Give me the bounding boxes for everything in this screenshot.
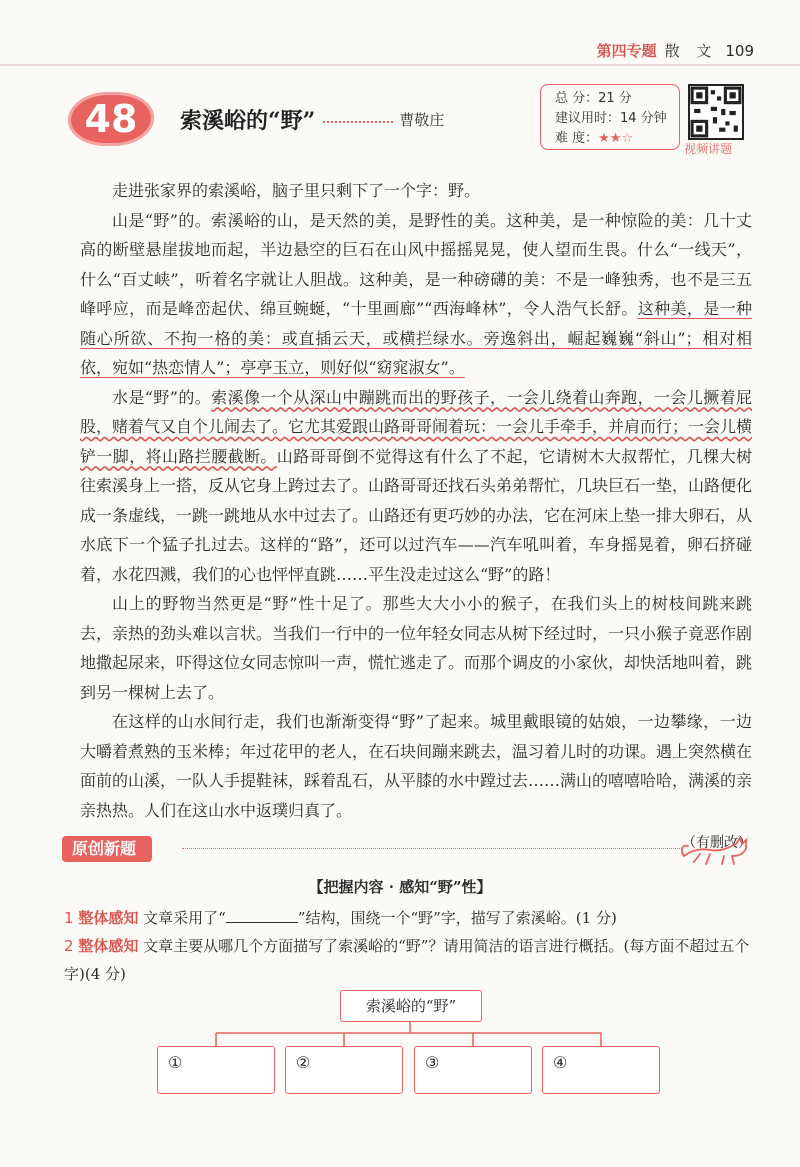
answer-blank[interactable] [226,904,298,923]
author-name: 曹敬庄 [399,111,445,129]
header-divider [0,64,800,66]
section-divider [182,848,682,849]
qr-label: 视频讲题 [684,142,733,156]
category-label: 散 文 [664,42,718,60]
paragraph-text: 山路哥哥倒不觉得这有什么了不起，它请树木大叔帮忙，几棵大树往索溪身上一搭，反从它身上跨过去了。山路哥哥还找石头弟弟帮忙，几块巨石一垫，山路便化成一条虚线，一跳一跳地从水中过去了。山路还有更巧妙的办法，它在河床上垫一排大卵石，从水底下一个猛子扎过去。这样的“路”，还可以过汽车——汽车吼叫着，车身摇晃着，卵石挤碰着，水花四溅，我们的心也怦怦直跳……平生没走过这么“野”的路！ [80,446,753,584]
question-heading: 【把握内容 · 感知“野”性】 [308,878,492,896]
answer-diagram [150,990,670,1100]
info-box [540,84,680,150]
paragraph [80,383,752,590]
page-header [597,40,754,61]
question-label: 整体感知 [78,909,139,927]
lesson-title: 索溪峪的“野” [180,108,316,134]
question-number: 1 [64,909,74,927]
section-tag: 原创新题 [62,836,152,862]
question-label: 整体感知 [78,937,139,955]
paragraph: 走进张家界的索溪峪，脑子里只剩下了一个字：野。 [112,181,481,200]
answer-box-2[interactable]: ② [285,1046,403,1094]
title-row [180,104,444,135]
article-body [80,176,752,859]
lesson-number-badge: 48 [68,92,154,146]
question-1 [64,904,754,932]
question-text: ”结构，围绕一个“野”字，描写了索溪峪。(1 分) [297,909,617,927]
question-text: 文章采用了“ [143,909,226,927]
underlined-text: 这种美，是一种随心所欲、不拘一格的美：或直插云天，或横拦绿水。旁逸斜出，崛起巍巍“斜山”；相对相依，宛如“热恋情人”；亭亭玉立，则好似“窈窕淑女”。 [80,299,752,377]
difficulty-stars: ★★☆ [598,131,634,146]
difficulty-label: 难 度： [555,131,599,146]
score-info: 总 分：21 分 [555,91,632,106]
title-dots [323,121,393,123]
wavy-underlined-text: 索溪像一个从深山中蹦跳而出的野孩子，一会儿绕着山奔跑，一会儿撅着屁股，赌着气又自个儿闹去了。它尤其爱跟山路哥哥闹着玩：一会儿手牵手，并肩而行；一会儿横铲一脚，将山路拦腰截断。 [80,387,753,466]
paragraph: 山上的野物当然更是“野”性十足了。那些大大小小的猴子，在我们头上的树枝间跳来跳去，亲热的劲头难以言状。当我们一行中的一位年轻女同志从树下经过时，一只小猴子竟恶作剧地撒起尿来，吓得这位女同志惊叫一声，慌忙逃走了。而那个调皮的小家伙，却快活地叫着，跳到另一棵树上去了。 [80,594,753,702]
paragraph: 在这样的山水间行走，我们也渐渐变得“野”了起来。城里戴眼镜的姑娘，一边攀缘，一边大嚼着煮熟的玉米棒；年过花甲的老人，在石块间蹦来跳去，温习着儿时的功课。遇上突然横在面前的山溪，一队人手提鞋袜，踩着乱石，从平膝的水中蹚过去……满山的嘻嘻哈哈，满溪的亲亲热热。人们在这山水中返璞归真了。 [80,712,753,820]
cat-icon [680,826,752,870]
difficulty-info [555,129,679,149]
answer-box-4[interactable]: ④ [542,1046,660,1094]
source-note: （有删改） [682,835,752,851]
paragraph-text: 山是“野”的。索溪峪的山，是天然的美，是野性的美。这种美，是一种惊险的美：几十丈高的断壁悬崖拔地而起，半边悬空的巨石在山风中摇摇晃晃，使人望而生畏。什么“一线天”，什么“百丈峡”，听着名字就让人胆战。这种美，是一种磅礴的美：不是一峰独秀，也不是三五峰呼应，而是峰峦起伏、绵亘蜿蜒，“十里画廊”“西海峰林”，令人浩气长舒。 [80,210,752,318]
qr-code-icon[interactable] [688,84,744,140]
question-text: 文章主要从哪几个方面描写了索溪峪的“野”？请用简洁的语言进行概括。(每方面不超过五个字)(4 分) [64,937,750,983]
diagram-root: 索溪峪的“野” [340,990,482,1022]
question-2 [64,932,754,988]
answer-box-3[interactable]: ③ [414,1046,532,1094]
paragraph-text: 水是“野”的。 [112,387,212,407]
page-number: 109 [725,41,754,60]
question-number: 2 [64,937,74,955]
section-title: 第四专题 [596,42,657,60]
paragraph [80,206,752,383]
time-info: 建议用时：14 分钟 [555,111,667,126]
answer-box-1[interactable]: ① [157,1046,275,1094]
